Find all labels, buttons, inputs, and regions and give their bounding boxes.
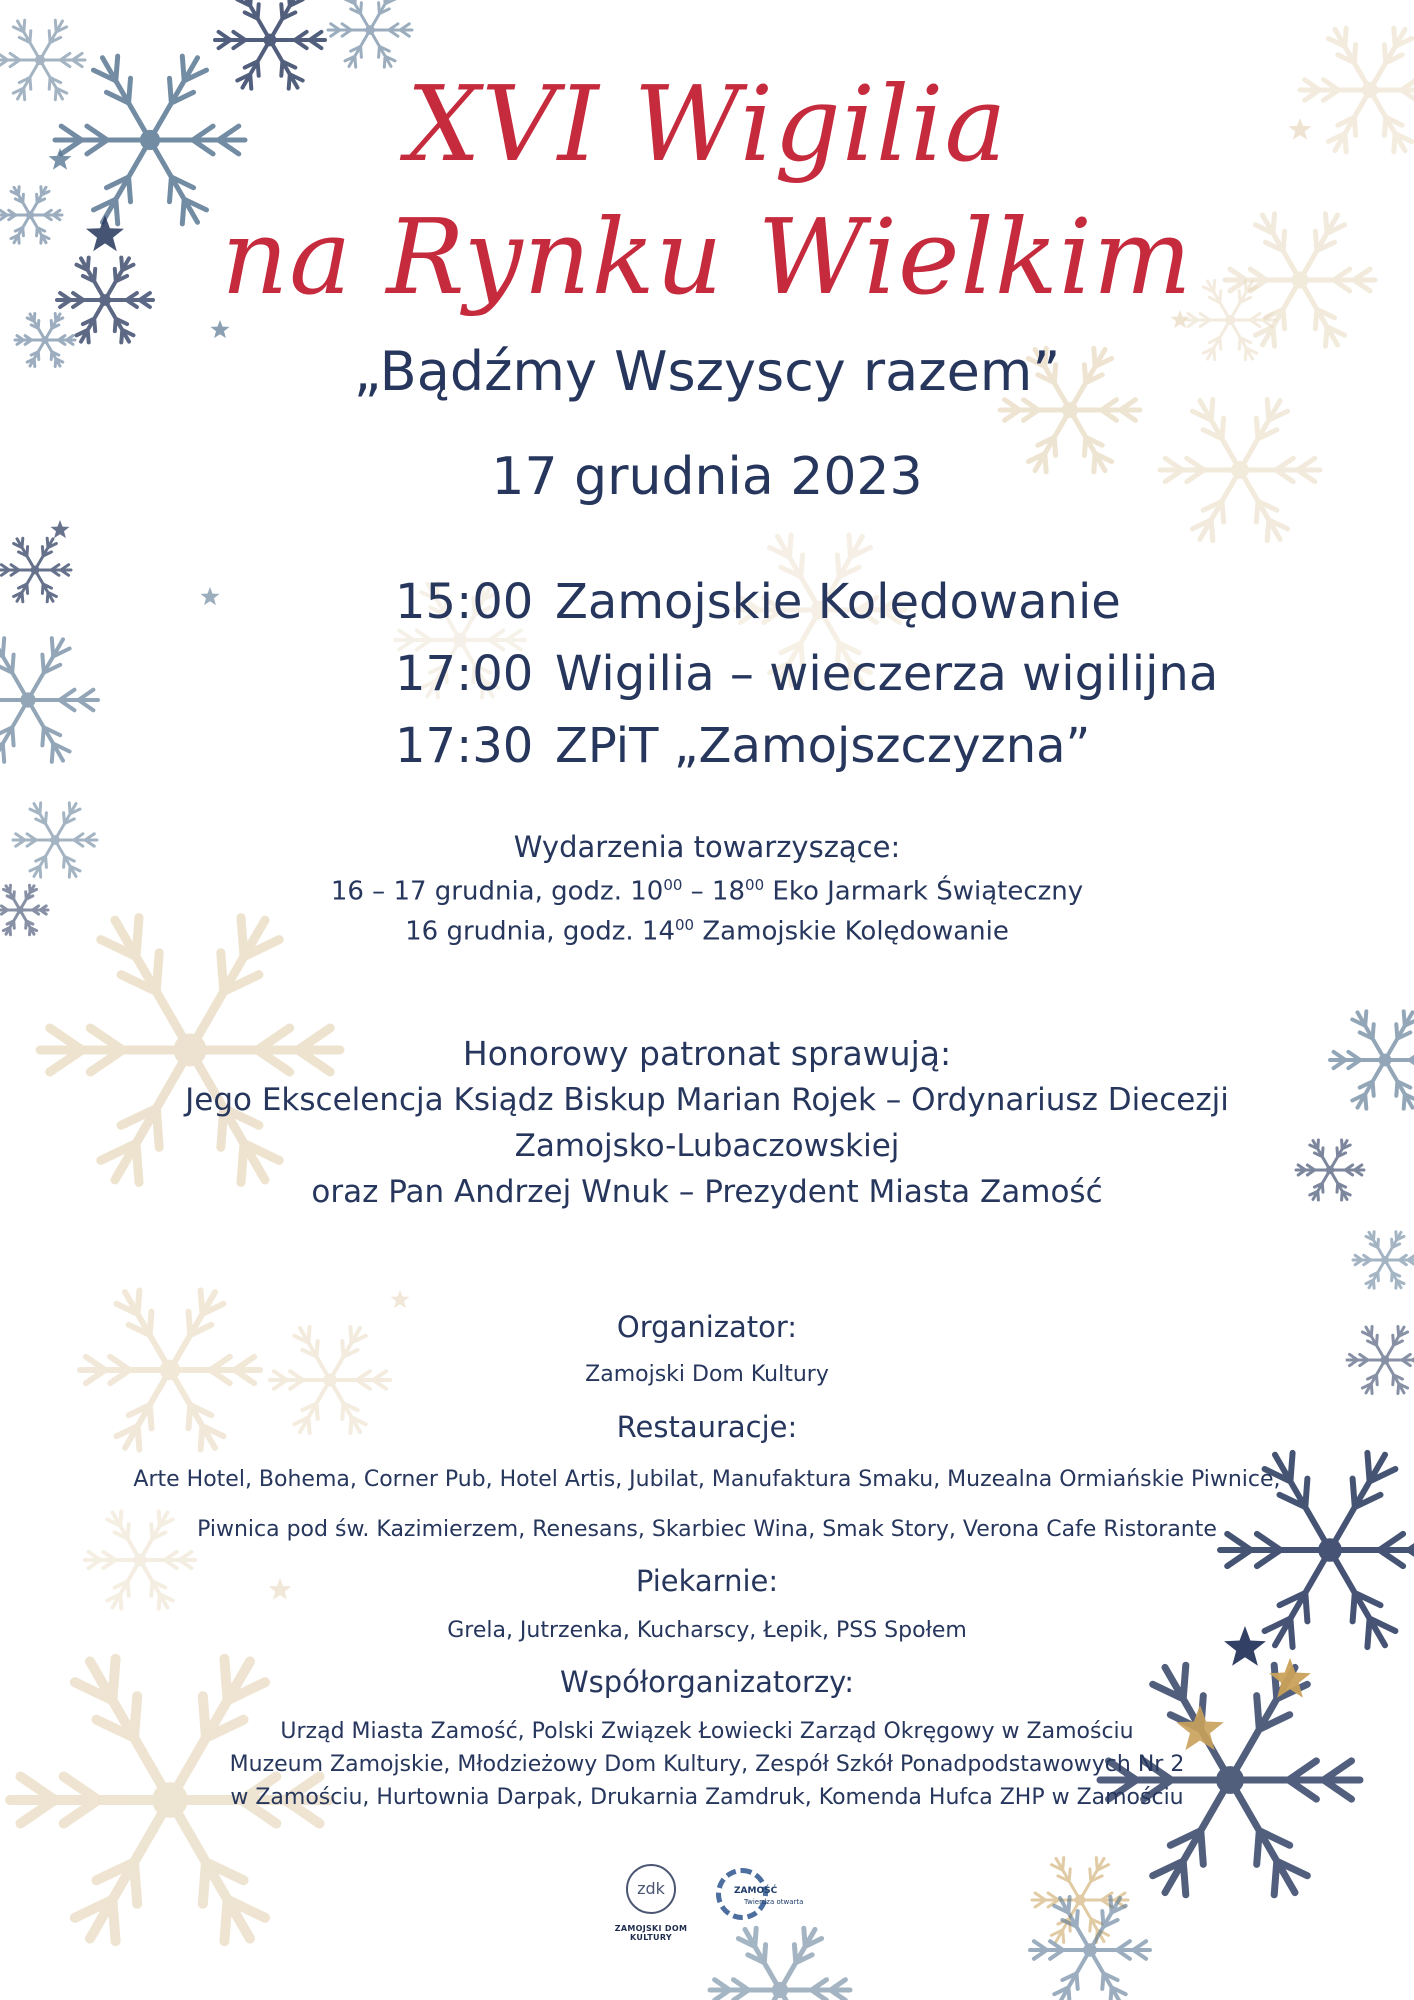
motto: „Bądźmy Wszyscy razem” xyxy=(353,340,1061,403)
schedule-event: ZPiT „Zamojszczyzna” xyxy=(555,718,1091,774)
bakeries-heading: Piekarnie: xyxy=(635,1564,779,1598)
side-event-text: Zamojskie Kolędowanie xyxy=(694,916,1009,947)
zdk-logo-caption: ZAMOJSKI DOM KULTURY xyxy=(614,1924,688,1942)
restaurants-line: Piwnica pod św. Kazimierzem, Renesans, Skarbiec Wina, Smak Story, Verona Cafe Ristorante xyxy=(197,1517,1217,1542)
title-line-1: XVI Wigilia xyxy=(406,63,1008,185)
patronage-heading: Honorowy patronat sprawują: xyxy=(462,1034,952,1073)
title-line-2: na Rynku Wielkim xyxy=(221,196,1193,318)
superscript: 00 xyxy=(663,876,683,894)
event-date: 17 grudnia 2023 xyxy=(491,447,923,507)
schedule-item xyxy=(395,718,1091,774)
schedule-time: 17:30 xyxy=(395,718,534,774)
restaurants-line: Arte Hotel, Bohema, Corner Pub, Hotel Artis, Jubilat, Manufaktura Smaku, Muzealna Ormiańskie Piwnice, xyxy=(133,1467,1281,1492)
side-events-heading: Wydarzenia towarzyszące: xyxy=(513,830,901,864)
schedule-item xyxy=(395,646,1219,702)
organizer-name: Zamojski Dom Kultury xyxy=(585,1362,829,1387)
side-event-item xyxy=(0,916,1414,947)
patronage-line: oraz Pan Andrzej Wnuk – Prezydent Miasta Zamość xyxy=(311,1174,1103,1210)
coorganizers-line: Urząd Miasta Zamość, Polski Związek Łowiecki Zarząd Okręgowy w Zamościu xyxy=(280,1719,1134,1744)
organizer-heading: Organizator: xyxy=(616,1310,798,1344)
sponsor-logos xyxy=(0,1864,1414,1974)
side-event-text: 16 grudnia, godz. 14 xyxy=(405,916,676,947)
coorganizers-line: Muzeum Zamojskie, Młodzieżowy Dom Kultury, Zespół Szkół Ponadpodstawowych Nr 2 xyxy=(229,1752,1185,1777)
zdk-logo xyxy=(596,1864,706,1942)
coorganizers-heading: Współorganizatorzy: xyxy=(559,1665,855,1699)
zamosc-logo xyxy=(714,1868,824,1938)
side-event-text: – 18 xyxy=(682,876,746,907)
restaurants-heading: Restauracje: xyxy=(616,1410,798,1444)
side-event-text: 16 – 17 grudnia, godz. 10 xyxy=(330,876,664,907)
side-event-text: Eko Jarmark Świąteczny xyxy=(764,876,1084,907)
side-event-item xyxy=(0,876,1414,907)
schedule-event: Zamojskie Kolędowanie xyxy=(555,574,1121,630)
schedule-time: 17:00 xyxy=(395,646,534,702)
schedule-item xyxy=(395,574,1121,630)
zdk-logo-mark: zdk xyxy=(626,1864,676,1914)
zamosc-logo-name: ZAMOŚĆ xyxy=(734,1886,778,1896)
coorganizers-line: w Zamościu, Hurtownia Darpak, Drukarnia Zamdruk, Komenda Hufca ZHP w Zamościu xyxy=(230,1785,1184,1810)
schedule-time: 15:00 xyxy=(395,574,534,630)
superscript: 00 xyxy=(675,916,695,934)
superscript: 00 xyxy=(745,876,765,894)
schedule-event: Wigilia – wieczerza wigilijna xyxy=(555,646,1219,702)
bakeries-line: Grela, Jutrzenka, Kucharscy, Łepik, PSS Społem xyxy=(447,1618,967,1643)
patronage-line: Zamojsko-Lubaczowskiej xyxy=(514,1128,900,1164)
zamosc-logo-tagline: Twierdza otwarta xyxy=(744,1898,804,1906)
patronage-line: Jego Ekscelencja Ksiądz Biskup Marian Rojek – Ordynariusz Diecezji xyxy=(185,1082,1229,1118)
